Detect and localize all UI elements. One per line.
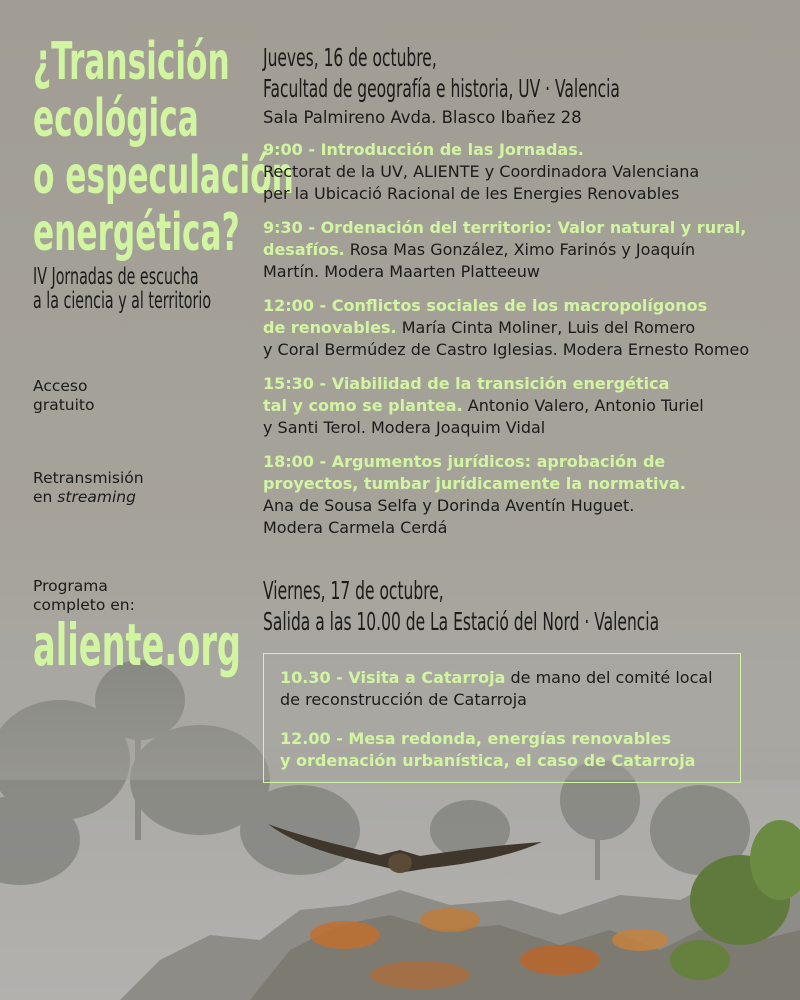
session-highlight: 9:30 - Ordenación del territorio: Valor natural y rural, [263, 218, 747, 237]
friday-date: Viernes, 17 de octubre, [263, 576, 444, 605]
session-line [263, 417, 704, 439]
access-info [33, 377, 94, 415]
title-line: o especulación [33, 146, 294, 206]
session-line [263, 373, 704, 395]
session-text: Rectorat de la UV, ALIENTE y Coordinadora Valenciana [263, 162, 700, 181]
session-text: y Santi Terol. Modera Joaquim Vidal [263, 418, 546, 437]
subtitle-line: a la ciencia y al territorio [33, 288, 212, 314]
session-highlight: tal y como se plantea. [263, 396, 463, 415]
session-item [263, 373, 704, 439]
streaming-line [33, 488, 144, 507]
program-line: completo en: [33, 596, 135, 614]
session-line [263, 495, 686, 517]
session-line [263, 217, 746, 239]
session-highlight: de renovables. [263, 318, 397, 337]
program-line: Programa [33, 577, 108, 595]
friday-header [263, 575, 659, 637]
session-text: per la Ubicació Racional de les Energies Renovables [263, 184, 680, 203]
thursday-date: Jueves, 16 de octubre, [263, 43, 437, 72]
session-text: de mano del comité local [505, 668, 713, 687]
subtitle-line: IV Jornadas de escucha [33, 264, 199, 290]
streaming-word: streaming [57, 488, 136, 506]
poster-subtitle [33, 266, 211, 314]
session-text: Rosa Mas González, Ximo Farinós y Joaquín [344, 240, 696, 259]
session-line [280, 689, 713, 711]
website-link[interactable]: aliente.org [33, 611, 241, 679]
access-line: gratuito [33, 396, 95, 414]
session-line [263, 451, 686, 473]
program-info [33, 577, 135, 615]
session-line [280, 750, 695, 772]
session-text: de reconstrucción de Catarroja [280, 690, 527, 709]
session-text: Martín. Modera Maarten Platteeuw [263, 262, 540, 281]
thursday-place: Facultad de geografía e historia, UV · Valencia [263, 74, 620, 103]
session-highlight: y ordenación urbanística, el caso de Catarroja [280, 751, 696, 770]
session-highlight: proyectos, tumbar jurídicamente la normativa. [263, 474, 686, 493]
session-text: Antonio Valero, Antonio Turiel [462, 396, 704, 415]
session-highlight: desafíos. [263, 240, 345, 259]
session-text: Modera Carmela Cerdá [263, 518, 448, 537]
session-highlight: 10.30 - Visita a Catarroja [280, 668, 506, 687]
session-item [280, 728, 695, 772]
session-item [263, 451, 686, 539]
friday-sessions-box [263, 653, 741, 783]
title-line: energética? [33, 203, 240, 263]
session-line [263, 339, 749, 361]
thursday-header [263, 42, 620, 104]
session-line [263, 317, 749, 339]
session-line [263, 295, 749, 317]
session-line [263, 239, 746, 261]
title-line: ¿Transición [33, 32, 230, 92]
access-line: Acceso [33, 377, 88, 395]
thursday-room: Sala Palmireno Avda. Blasco Ibañez 28 [263, 108, 582, 127]
session-line [263, 139, 699, 161]
session-line [263, 261, 746, 283]
title-line: ecológica [33, 89, 199, 149]
session-line [263, 473, 686, 495]
session-highlight: 12.00 - Mesa redonda, energías renovables [280, 729, 672, 748]
session-line [280, 728, 695, 750]
session-text: Ana de Sousa Selfa y Dorinda Aventín Huguet. [263, 496, 635, 515]
session-line [263, 183, 699, 205]
session-line [263, 517, 686, 539]
streaming-prefix: en [33, 488, 58, 506]
session-text: María Cinta Moliner, Luis del Romero [396, 318, 696, 337]
streaming-info [33, 469, 144, 507]
session-item [263, 217, 746, 283]
session-item [263, 139, 699, 205]
session-text: y Coral Bermúdez de Castro Iglesias. Modera Ernesto Romeo [263, 340, 750, 359]
session-highlight: 12:00 - Conflictos sociales de los macropolígonos [263, 296, 708, 315]
session-line [263, 161, 699, 183]
session-line [280, 667, 713, 689]
session-highlight: 18:00 - Argumentos jurídicos: aprobación de [263, 452, 666, 471]
poster-title [33, 32, 294, 264]
session-highlight: 9:00 - Introducción de las Jornadas. [263, 140, 584, 159]
session-item [280, 667, 713, 711]
streaming-line: Retransmisión [33, 469, 144, 487]
session-highlight: 15:30 - Viabilidad de la transición energética [263, 374, 670, 393]
friday-place: Salida a las 10.00 de La Estació del Nord · Valencia [263, 607, 660, 636]
session-line [263, 395, 704, 417]
session-item [263, 295, 749, 361]
